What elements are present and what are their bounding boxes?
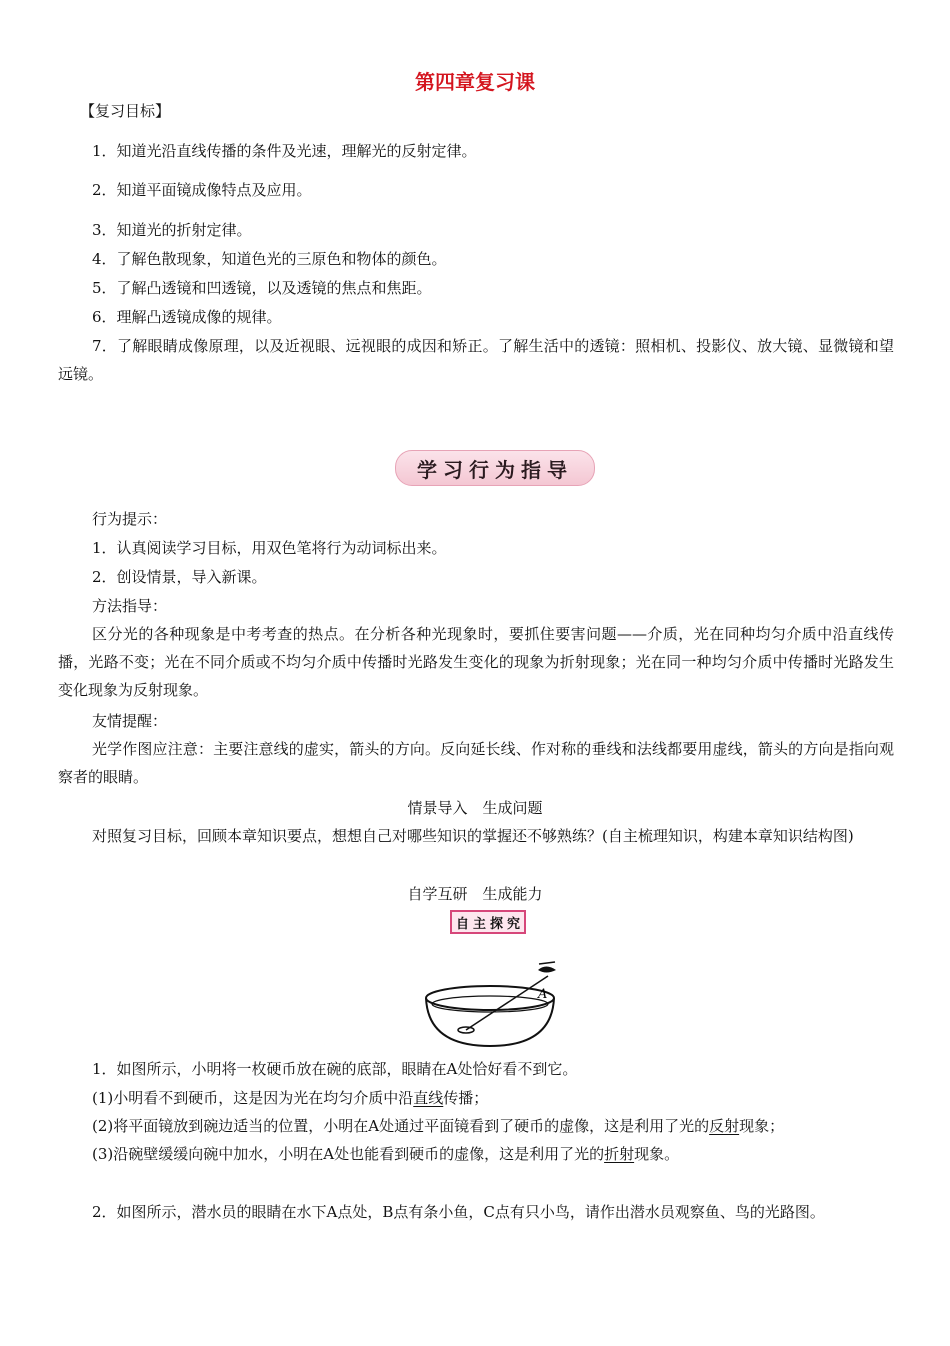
- q1-part-2: (2)将平面镜放到碗边适当的位置，小明在A处通过平面镜看到了硬币的虚像，这是利用了光的反射现象；: [92, 1117, 785, 1135]
- sight-line: [466, 976, 548, 1030]
- section-banner: [395, 450, 595, 486]
- goal-item-7: 7．了解眼睛成像原理，以及近视眼、远视眼的成因和矫正。了解生活中的透镜：照相机、投影仪、放大镜、显微镜和望远镜。: [58, 337, 894, 383]
- eyebrow-icon: [539, 962, 555, 964]
- hint-item: 2．创设情景，导入新课。: [92, 568, 267, 586]
- scene-heading: 情景导入 生成问题: [407, 799, 543, 817]
- goal-item: 6．理解凸透镜成像的规律。: [92, 308, 282, 326]
- tip-heading: 友情提醒：: [92, 712, 168, 730]
- goal-item: 1．知道光沿直线传播的条件及光速，理解光的反射定律。: [92, 142, 477, 160]
- bowl-figure: [420, 958, 560, 1052]
- goal-item: 3．知道光的折射定律。: [92, 221, 252, 239]
- tag-char: 究: [507, 916, 521, 932]
- q1-part-3: (3)沿碗壁缓缓向碗中加水，小明在A处也能看到硬币的虚像，这是利用了光的折射现象。: [92, 1145, 680, 1163]
- goals-heading: 【复习目标】: [80, 102, 171, 120]
- goal-item: 4．了解色散现象，知道色光的三原色和物体的颜色。: [92, 250, 447, 268]
- bowl-rim: [426, 986, 554, 1010]
- page-title: 第四章复习课: [415, 70, 535, 94]
- goal-item: 5．了解凸透镜和凹透镜，以及透镜的焦点和焦距。: [92, 279, 432, 297]
- method-heading: 方法指导：: [92, 597, 168, 615]
- scene-text: 对照复习目标，回顾本章知识要点，想想自己对哪些知识的掌握还不够熟练？(自主梳理知识，构建本章知识结构图): [92, 827, 854, 845]
- method-text: 区分光的各种现象是中考考查的热点。在分析各种光现象时，要抓住要害问题——介质，光在同种均匀介质中沿直线传播，光路不变；光在不同介质或不均匀介质中传播时光路发生变化的现象为折射现象；光在同一种均匀介质中传播时光路发生变化现象为反射现象。: [58, 625, 894, 699]
- tag-char: 探: [490, 916, 504, 932]
- eye-icon: [538, 967, 556, 973]
- hint-item: 1．认真阅读学习目标，用双色笔将行为动词标出来。: [92, 539, 447, 557]
- tip-text: 光学作图应注意：主要注意线的虚实，箭头的方向。反向延长线、作对称的垂线和法线都要用虚线，箭头的方向是指向观察者的眼睛。: [58, 740, 894, 786]
- tag-char: 主: [473, 916, 487, 932]
- banner-text: 学习行为指导: [417, 457, 573, 482]
- q1-part-1: (1)小明看不到硬币，这是因为光在均匀介质中沿直线传播；: [92, 1089, 489, 1107]
- q2-stem: 2．如图所示，潜水员的眼睛在水下A点处，B点有条小鱼，C点有只小鸟，请作出潜水员观察鱼、鸟的光路图。: [92, 1203, 825, 1221]
- hint-heading: 行为提示：: [92, 510, 168, 528]
- self-explore-tag: [450, 910, 526, 934]
- goal-item: 2．知道平面镜成像特点及应用。: [92, 181, 312, 199]
- answer-blank: 反射: [709, 1117, 740, 1135]
- answer-blank: 折射: [604, 1145, 635, 1163]
- bowl-body: [426, 998, 554, 1046]
- point-a-label: A: [538, 987, 548, 1002]
- answer-blank: 直线: [413, 1089, 444, 1107]
- q1-stem: 1．如图所示，小明将一枚硬币放在碗的底部，眼睛在A处恰好看不到它。: [92, 1060, 578, 1078]
- study-heading: 自学互研 生成能力: [407, 885, 543, 903]
- tag-char: 自: [456, 916, 470, 932]
